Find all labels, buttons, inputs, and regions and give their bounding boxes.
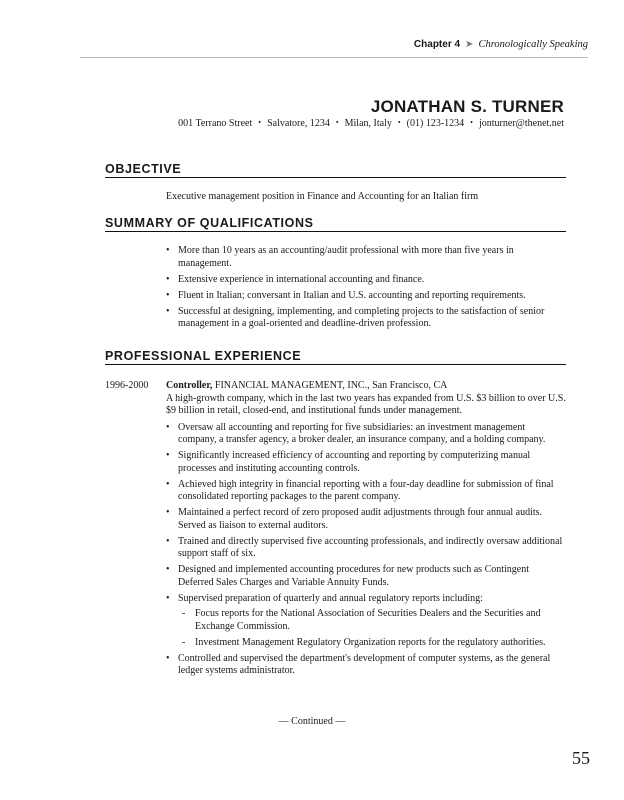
contact-line: [178, 118, 564, 129]
separator-dot: •: [258, 118, 262, 127]
arrow-icon: ➤: [465, 39, 474, 50]
continued-note: — Continued —: [278, 716, 346, 727]
list-item: • Achieved high integrity in financial reporting with a four-day deadline for submission of final consolidated reporting packages to the parent company.: [166, 479, 566, 504]
contact-city: Milan, Italy: [344, 118, 392, 129]
experience-heading: PROFESSIONAL EXPERIENCE: [105, 349, 302, 363]
qualifications-list: [166, 245, 566, 334]
resume-name: JONATHAN S. TURNER: [370, 97, 564, 116]
contact-phone: (01) 123-1234: [406, 118, 465, 129]
list-item: • Maintained a perfect record of zero proposed audit adjustments through four annual audits. Served as liaison to external auditors.: [166, 507, 566, 532]
job-title: Controller,: [166, 380, 213, 391]
job-header: [166, 380, 566, 393]
list-item: • Fluent in Italian; conversant in Italian and U.S. accounting and reporting requirements.: [166, 290, 566, 303]
contact-street: 001 Terrano Street: [178, 118, 253, 129]
separator-dot: •: [335, 118, 339, 127]
list-item: • Significantly increased efficiency of accounting and reporting by computerizing manual processes and instituting accounting controls.: [166, 450, 566, 475]
contact-email: jonturner@thenet.net: [478, 118, 564, 129]
sub-list-item: - Investment Management Regulatory Organization reports for the regulatory authorities.: [178, 637, 566, 650]
list-item-with-sublist: [166, 593, 566, 650]
running-head: [414, 39, 588, 50]
objective-heading: OBJECTIVE: [105, 162, 182, 176]
job-entry: [166, 380, 566, 681]
separator-dot: •: [470, 118, 473, 127]
chapter-title: Chronologically Speaking: [478, 39, 588, 50]
sub-list-item: - Focus reports for the National Association of Securities Dealers and the Securities and Exchange Commission.: [178, 608, 566, 633]
job-description: A high-growth company, which in the last two years has expanded from U.S. $3 billion to over U.S. $9 billion in retail, closed-end, and institutional funds under management.: [166, 392, 566, 416]
page-number: 55: [572, 748, 590, 768]
chapter-label: Chapter 4: [413, 39, 461, 50]
job-company: FINANCIAL MANAGEMENT, INC., San Francisco, CA: [214, 380, 448, 391]
experience-rule: [105, 364, 566, 365]
objective-rule: [105, 177, 566, 178]
separator-dot: •: [397, 118, 401, 127]
list-item: • Successful at designing, implementing, and completing projects to the satisfaction of senior management in a goal-oriented and deadline-driven profession.: [166, 306, 566, 331]
job-bullets: [166, 422, 566, 678]
list-item: • More than 10 years as an accounting/audit professional with more than five years in management.: [166, 245, 566, 270]
job-dates: 1996-2000: [105, 380, 149, 391]
header-divider: [80, 57, 588, 58]
list-item: • Oversaw all accounting and reporting for five subsidiaries: an investment management company, a transfer agency, a broker dealer, an insurance company, and a holding company.: [166, 422, 566, 447]
summary-heading: SUMMARY OF QUALIFICATIONS: [105, 216, 314, 230]
contact-postal: Salvatore, 1234: [267, 118, 330, 129]
list-item: • Trained and directly supervised five accounting professionals, and indirectly oversaw additional support staff of six.: [166, 536, 566, 561]
list-item: • Designed and implemented accounting procedures for new products such as Contingent Deferred Sales Charges and Variable Annuity Funds.: [166, 564, 566, 589]
list-item-text: Supervised preparation of quarterly and annual regulatory reports including:: [178, 592, 483, 604]
objective-text: Executive management position in Finance and Accounting for an Italian firm: [166, 191, 479, 202]
list-item: • Extensive experience in international accounting and finance.: [166, 274, 566, 287]
summary-rule: [105, 231, 566, 232]
list-item: • Controlled and supervised the department's development of computer systems, as the general ledger systems administrator.: [166, 653, 566, 678]
